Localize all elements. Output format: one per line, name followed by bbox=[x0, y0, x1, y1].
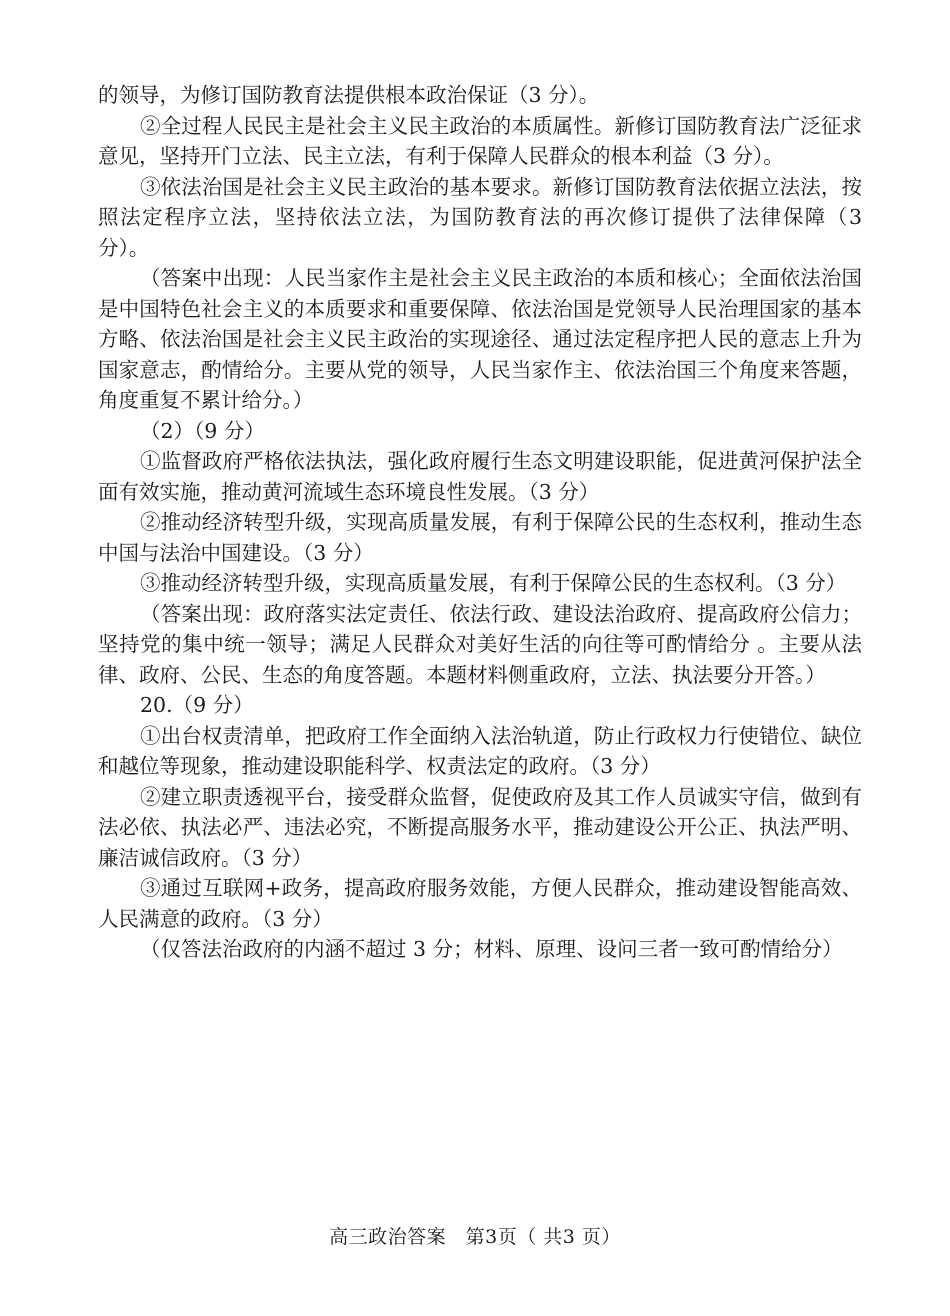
answer-point-20-2: ②建立职责透视平台，接受群众监督，促使政府及其工作人员诚实守信，做到有法必依、执法必严、违法必究，不断提高服务水平，推动建设公开公正、执法严明、廉洁诚信政府。（3 分） bbox=[98, 784, 862, 870]
answer-document bbox=[98, 80, 862, 965]
paragraph-continuation: 的领导，为修订国防教育法提供根本政治保证（3 分）。 bbox=[98, 83, 600, 107]
answer-point-2-1: ①监督政府严格依法执法，强化政府履行生态文明建设职能，促进黄河保护法全面有效实施，推动黄河流域生态环境良性发展。（3 分） bbox=[98, 449, 862, 504]
answer-point-2-3: ③推动经济转型升级，实现高质量发展，有利于保障公民的生态权利。（3 分） bbox=[140, 571, 847, 595]
grading-note-3: （仅答法治政府的内涵不超过 3 分；材料、原理、设问三者一致可酌情给分） bbox=[140, 937, 843, 961]
question-heading-2: （2）（9 分） bbox=[140, 418, 265, 443]
question-heading-20: 20.（9 分） bbox=[140, 693, 254, 717]
answer-point-2: ②全过程人民民主是社会主义民主政治的本质属性。新修订国防教育法广泛征求意见，坚持开门立法、民主立法，有利于保障人民群众的根本利益（3 分）。 bbox=[98, 113, 862, 168]
answer-point-3: ③依法治国是社会主义民主政治的基本要求。新修订国防教育法依据立法法，按照法定程序立法，坚持依法立法，为国防教育法的再次修订提供了法律保障（3 分）。 bbox=[98, 174, 862, 260]
answer-point-2-2: ②推动经济转型升级，实现高质量发展，有利于保障公民的生态权利，推动生态中国与法治中国建设。（3 分） bbox=[98, 510, 862, 565]
answer-point-20-3: ③通过互联网+政务，提高政府服务效能，方便人民群众，推动建设智能高效、人民满意的政府。（3 分） bbox=[98, 876, 862, 931]
grading-note-1: （答案中出现：人民当家作主是社会主义民主政治的本质和核心；全面依法治国是中国特色社会主义的本质要求和重要保障、依法治国是党领导人民治理国家的基本方略、依法治国是社会主义民主政治的实现途径、通过法定程序把人民的意志上升为国家意志，酌情给分。主要从党的领导，人民当家作主、依法治国三个角度来答题，角度重复不累计给分。） bbox=[98, 266, 862, 412]
page-footer: 高三政治答案 第3页（ 共3 页） bbox=[329, 1226, 621, 1248]
grading-note-2: （答案出现：政府落实法定责任、依法行政、建设法治政府、提高政府公信力；坚持党的集中统一领导；满足人民群众对美好生活的向往等可酌情给分 。主要从法律、政府、公民、生态的角度答题。本题材料侧重政府，立法、执法要分开答。） bbox=[98, 601, 862, 687]
answer-point-20-1: ①出台权责清单，把政府工作全面纳入法治轨道，防止行政权力行使错位、缺位和越位等现象，推动建设职能科学、权责法定的政府。（3 分） bbox=[98, 723, 862, 778]
